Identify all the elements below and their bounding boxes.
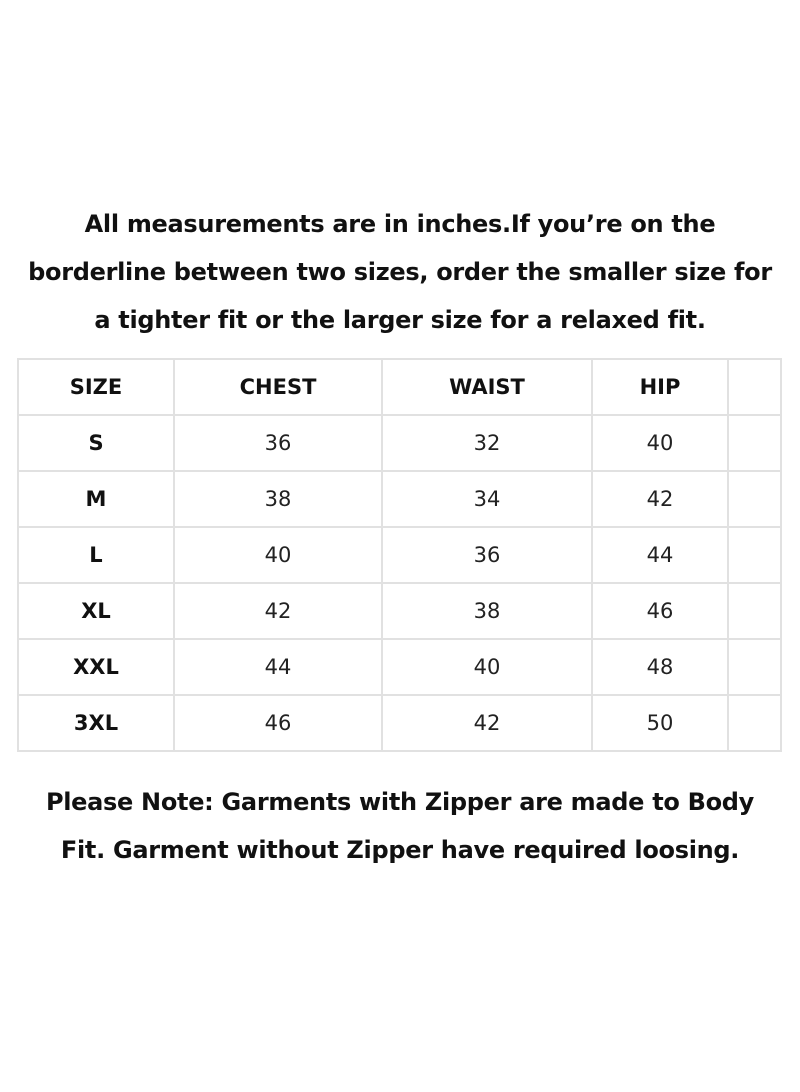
waist-cell: 42 — [382, 695, 592, 751]
chest-cell: 36 — [174, 415, 382, 471]
header-size: SIZE — [18, 359, 174, 415]
size-cell: XXL — [18, 639, 174, 695]
chest-cell: 46 — [174, 695, 382, 751]
waist-cell: 38 — [382, 583, 592, 639]
hip-cell: 46 — [592, 583, 728, 639]
blank-cell — [728, 583, 781, 639]
hip-cell: 44 — [592, 527, 728, 583]
blank-cell — [728, 415, 781, 471]
intro-line-3: a tighter fit or the larger size for a relaxed fit. — [94, 306, 706, 334]
intro-line-1: All measurements are in inches.If you’re on the — [84, 210, 716, 238]
table-header-row — [18, 359, 781, 415]
chest-cell: 38 — [174, 471, 382, 527]
table-row — [18, 583, 781, 639]
header-waist: WAIST — [382, 359, 592, 415]
header-blank — [728, 359, 781, 415]
size-cell: XL — [18, 583, 174, 639]
size-cell: 3XL — [18, 695, 174, 751]
header-hip: HIP — [592, 359, 728, 415]
blank-cell — [728, 639, 781, 695]
size-cell: M — [18, 471, 174, 527]
chest-cell: 40 — [174, 527, 382, 583]
note-line-2: Fit. Garment without Zipper have required loosing. — [60, 836, 740, 864]
hip-cell: 48 — [592, 639, 728, 695]
size-chart-table — [17, 358, 782, 752]
table-row — [18, 471, 781, 527]
intro-text — [0, 200, 800, 344]
chest-cell: 44 — [174, 639, 382, 695]
blank-cell — [728, 527, 781, 583]
hip-cell: 42 — [592, 471, 728, 527]
blank-cell — [728, 471, 781, 527]
size-cell: L — [18, 527, 174, 583]
intro-line-2: borderline between two sizes, order the smaller size for — [28, 258, 772, 286]
note-text — [0, 778, 800, 874]
table-row — [18, 639, 781, 695]
table-row — [18, 415, 781, 471]
hip-cell: 50 — [592, 695, 728, 751]
blank-cell — [728, 695, 781, 751]
chest-cell: 42 — [174, 583, 382, 639]
table-row — [18, 695, 781, 751]
hip-cell: 40 — [592, 415, 728, 471]
table-row — [18, 527, 781, 583]
waist-cell: 34 — [382, 471, 592, 527]
size-cell: S — [18, 415, 174, 471]
header-chest: CHEST — [174, 359, 382, 415]
note-line-1: Please Note: Garments with Zipper are made to Body — [45, 788, 755, 816]
waist-cell: 40 — [382, 639, 592, 695]
waist-cell: 36 — [382, 527, 592, 583]
waist-cell: 32 — [382, 415, 592, 471]
